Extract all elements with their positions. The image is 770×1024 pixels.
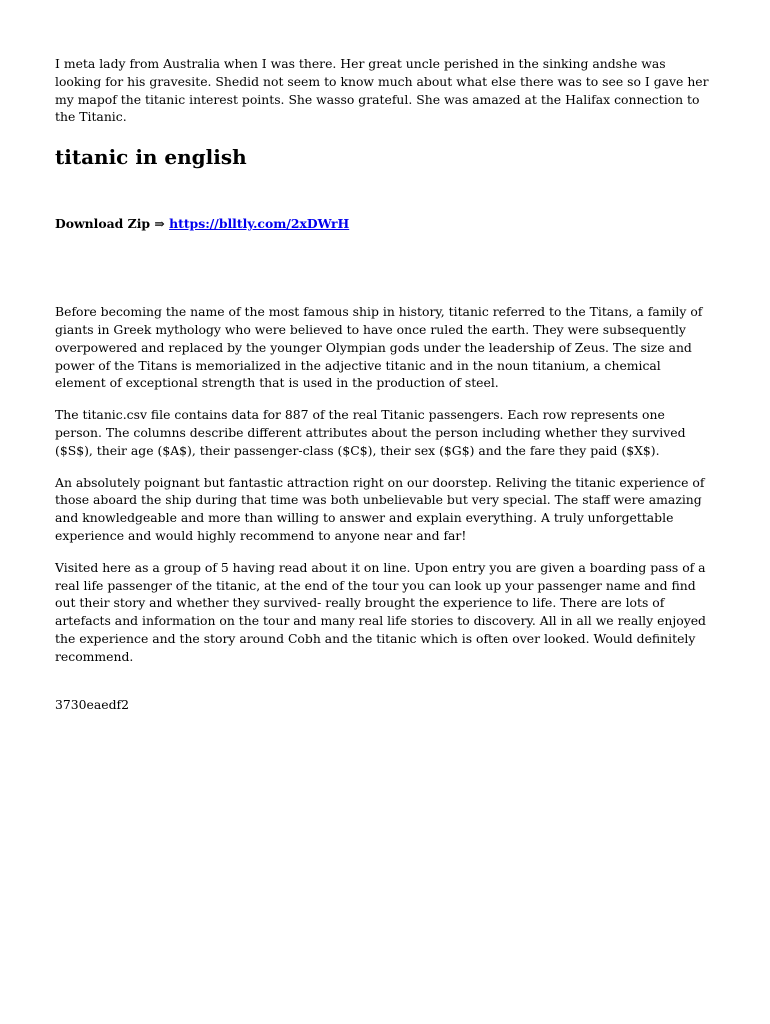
download-link[interactable]: https://blltly.com/2xDWrH	[169, 216, 350, 232]
download-label: Download Zip ⇒	[55, 216, 170, 232]
download-line	[55, 215, 715, 232]
intro-paragraph: I meta lady from Australia when I was there. Her great uncle perished in the sinking andshe was looking for his gravesite. Shedid not seem to know much about what else there was to see so I gave her my mapof the titanic interest points. She wasso grateful. She was amazed at the Halifax connection to the Titanic.	[55, 56, 709, 125]
footer-code: 3730eaedf2	[55, 696, 129, 712]
paragraph-review-attraction: An absolutely poignant but fantastic attraction right on our doorstep. Reliving the titanic experience of those aboard the ship during that time was both unbelievable but very special. The staff were amazing and knowledgeable and more than willing to answer and explain everything. A truly unforgettable experience and would highly recommend to anyone near and far!	[55, 474, 705, 543]
paragraph-review-visit: Visited here as a group of 5 having read about it on line. Upon entry you are given a boarding pass of a real life passenger of the titanic, at the end of the tour you can look up your passenger name and find out their story and whether they survived- really brought the experience to life. There are lots of artefacts and information on the tour and many real life stories to discovery. All in all we really enjoyed the experience and the story around Cobh and the titanic which is often over looked. Would definitely recommend.	[55, 559, 706, 664]
paragraph-dataset: The titanic.csv file contains data for 887 of the real Titanic passengers. Each row represents one person. The columns describe different attributes about the person including whether they survived ($S$), their age ($A$), their passenger-class ($C$), their sex ($G$) and the fare they paid ($X$).	[55, 407, 686, 458]
page-title: titanic in english	[55, 145, 247, 170]
paragraph-titans: Before becoming the name of the most famous ship in history, titanic referred to the Titans, a family of giants in Greek mythology who were believed to have once ruled the earth. They were subsequently overpowered and replaced by the younger Olympian gods under the leadership of Zeus. The size and power of the Titans is memorialized in the adjective titanic and in the noun titanium, a chemical element of exceptional strength that is used in the production of steel.	[55, 304, 703, 391]
